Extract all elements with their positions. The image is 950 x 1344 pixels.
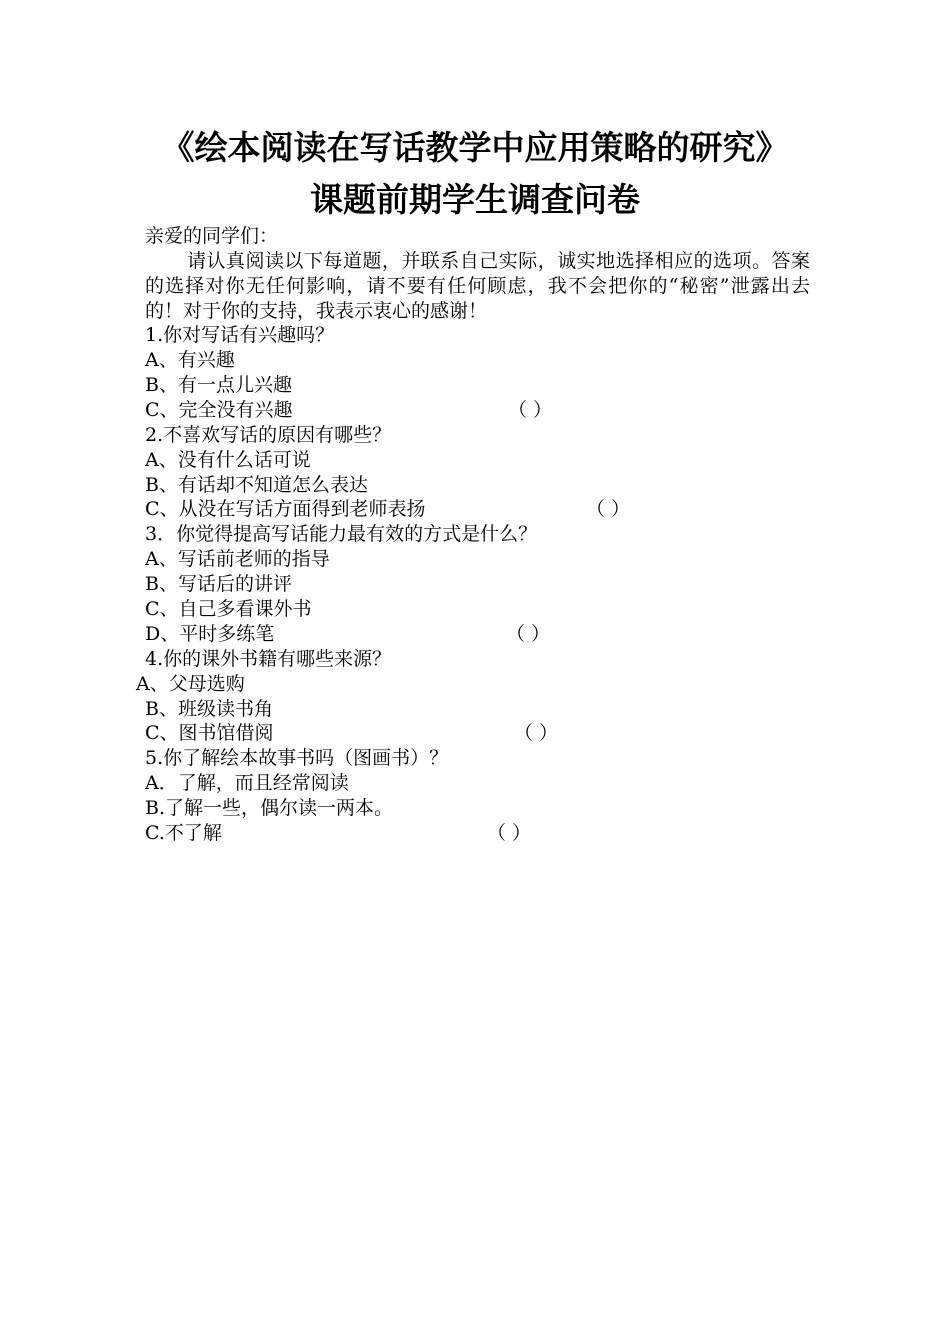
q4-option-a: A、父母选购 bbox=[136, 673, 245, 695]
q3-option-b: B、写话后的讲评 bbox=[145, 573, 292, 595]
q5-option-b: B.了解一些，偶尔读一两本。 bbox=[145, 797, 394, 819]
q4-option-c: C、图书馆借阅 bbox=[145, 722, 274, 744]
greeting: 亲爱的同学们： bbox=[145, 225, 279, 247]
question-1: 1.你对写话有兴趣吗？ bbox=[145, 324, 335, 346]
q3-answer-bracket[interactable]: （ ） bbox=[506, 623, 551, 645]
q3-option-d: D、平时多练笔 bbox=[145, 623, 275, 645]
q2-option-c: C、从没在写话方面得到老师表扬 bbox=[145, 498, 426, 520]
q5-option-c: C.不了解 bbox=[145, 822, 222, 844]
q2-answer-bracket[interactable]: （ ） bbox=[586, 498, 631, 520]
document-subtitle: 课题前期学生调查问卷 bbox=[310, 180, 640, 219]
q2-option-b: B、有话却不知道怎么表达 bbox=[145, 474, 368, 496]
q5-answer-bracket[interactable]: （ ） bbox=[487, 822, 532, 844]
q4-answer-bracket[interactable]: （ ） bbox=[514, 722, 559, 744]
q4-option-b: B、班级读书角 bbox=[145, 698, 273, 720]
q5-option-a: A．了解，而且经常阅读 bbox=[145, 772, 349, 794]
intro-paragraph: 请认真阅读以下每道题，并联系自己实际，诚实地选择相应的选项。答案的选择对你无任何影响，请不要有任何顾虑，我不会把你的“秘密”泄露出去的！对于你的支持，我表示衷心的感谢！ bbox=[145, 250, 810, 322]
document-title: 《绘本阅读在写话教学中应用策略的研究》 bbox=[161, 128, 789, 167]
q1-option-c: C、完全没有兴趣 bbox=[145, 399, 293, 421]
question-5: 5.你了解绘本故事书吗（图画书）？ bbox=[145, 747, 449, 769]
q1-option-b: B、有一点儿兴趣 bbox=[145, 374, 292, 396]
question-2: 2.不喜欢写话的原因有哪些？ bbox=[145, 424, 392, 446]
q3-option-c: C、自己多看课外书 bbox=[145, 598, 312, 620]
q1-answer-bracket[interactable]: （ ） bbox=[508, 399, 553, 421]
question-4: 4.你的课外书籍有哪些来源？ bbox=[145, 648, 392, 670]
q2-option-a: A、没有什么话可说 bbox=[145, 449, 311, 471]
q1-option-a: A、有兴趣 bbox=[145, 349, 235, 371]
q3-option-a: A、写话前老师的指导 bbox=[145, 548, 330, 570]
question-3: 3．你觉得提高写话能力最有效的方式是什么？ bbox=[145, 523, 538, 545]
